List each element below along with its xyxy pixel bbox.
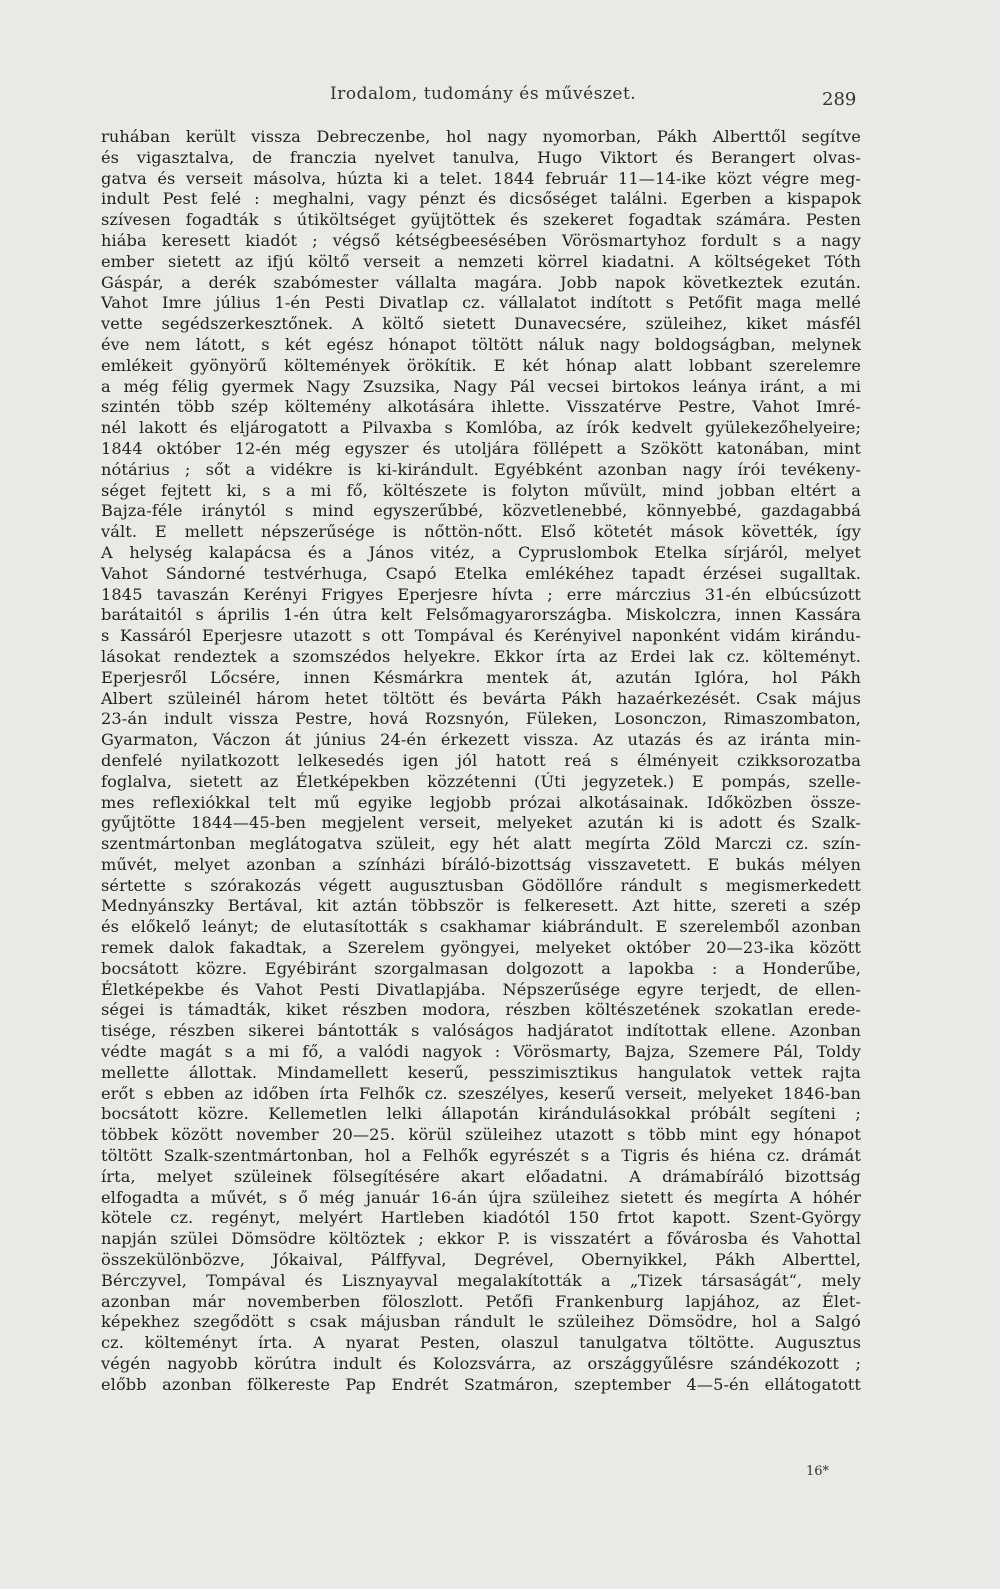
text-line: mellette állottak. Mindamellett keserű, pesszimisztikus hangulatok vettek rajta — [101, 1062, 861, 1082]
text-line: képekhez szegődött s csak májusban rándult le szüleihez Dömsödre, hol a Salgó — [101, 1312, 861, 1332]
text-line: bocsátott közre. Egyébiránt szorgalmasan dolgozott a lapokba : a Honderűbe, — [101, 958, 861, 978]
text-line: ruhában került vissza Debreczenbe, hol nagy nyomorban, Pákh Alberttől segítve — [101, 127, 861, 146]
text-line: Gyarmaton, Váczon át június 24-én érkezett vissza. Az utazás és az iránta min- — [101, 730, 861, 750]
text-line: Eperjesről Lőcsére, innen Késmárkra mentek át, azután Iglóra, hol Pákh — [101, 667, 861, 687]
text-line: szívesen fogadták s útiköltséget gyüjtöttek és szekeret fogadtak számára. Pesten — [101, 210, 861, 230]
body-text — [101, 127, 861, 1396]
text-line: napján szülei Dömsödre költöztek ; ekkor P. is visszatért a fővárosba és Vahottal — [101, 1229, 861, 1249]
text-line: A helység kalapácsa és a János vitéz, a Cypruslombok Etelka sírjáról, melyet — [101, 542, 861, 562]
text-line: szentmártonban meglátogatva szüleit, egy hét alatt megírta Zöld Marczi cz. szín- — [101, 834, 861, 854]
text-line: foglalva, sietett az Életképekben közzétenni (Úti jegyzetek.) E pompás, szelle- — [101, 771, 861, 791]
text-line: emlékeit gyönyörű költemények örökítik. E két hónap alatt lobbant szerelemre — [101, 355, 861, 375]
text-line: lásokat rendeztek a szomszédos helyekre. Ekkor írta az Erdei lak cz. költeményt. — [101, 646, 861, 666]
text-line: elfogadta a művét, s ő még január 16-án újra szüleihez sietett és megírta A hóhér — [101, 1187, 861, 1207]
text-line: művét, melyet azonban a színházi bíráló-bizottság visszavetett. E bukás mélyen — [101, 854, 861, 874]
text-line: ember sietett az ifjú költő verseit a nemzeti körrel kiadatni. A költségeket Tóth — [101, 251, 861, 271]
text-line: s Kassáról Eperjesre utazott s ott Tompával és Kerényivel naponként vidám kirándu- — [101, 626, 861, 646]
text-line: mes reflexiókkal telt mű egyike legjobb prózai alkotásainak. Időközben össze- — [101, 792, 861, 812]
text-line: cz. költeményt írta. A nyarat Pesten, olaszul tanulgatva töltötte. Augusztus — [101, 1333, 861, 1353]
text-line: 1844 október 12-én még egyszer és utoljára föllépett a Szökött katonában, mint — [101, 438, 861, 458]
text-line: ségei is támadták, kiket részben modora, részben költészetének szokatlan erede- — [101, 1000, 861, 1020]
text-line: előbb azonban fölkereste Pap Endrét Szatmáron, szeptember 4—5-én ellátogatott — [101, 1374, 861, 1394]
text-line: indult Pest felé : meghalni, vagy pénzt és dicsőséget találni. Egerben a kispapok — [101, 189, 861, 209]
text-line: írta, melyet szüleinek fölsegítésére akart előadatni. A drámabíráló bizottság — [101, 1166, 861, 1186]
text-line: kötele cz. regényt, melyért Hartleben kiadótól 150 frtot kapott. Szent-György — [101, 1208, 861, 1228]
text-line: szintén több szép költemény alkotására ihlette. Visszatérve Pestre, Vahot Imré- — [101, 397, 861, 417]
text-line: remek dalok fakadtak, a Szerelem gyöngyei, melyeket október 20—23-ika között — [101, 938, 861, 958]
text-line: bocsátott közre. Kellemetlen lelki állapotán kirándulásokkal próbált segíteni ; — [101, 1104, 861, 1124]
text-line: 1845 tavaszán Kerényi Frigyes Eperjesre hívta ; erre márczius 31-én elbúcsúzott — [101, 584, 861, 604]
text-line: séget fejtett ki, s a mi fő, költészete is folyton művült, mind jobban eltért a — [101, 480, 861, 500]
text-line: Bérczyvel, Tompával és Lisznyayval megalakították a „Tizek társaságát“, mely — [101, 1270, 861, 1290]
text-line: nél lakott és eljárogatott a Pilvaxba s Komlóba, az írók kedvelt gyülekezőhelyeire; — [101, 418, 861, 438]
printer-signature-mark: 16* — [806, 1464, 830, 1479]
text-line: azonban már novemberben föloszlott. Petőfi Frankenburg lapjához, az Élet- — [101, 1291, 861, 1311]
text-line: védte magát s a mi fő, a valódi nagyok : Vörösmarty, Bajza, Szemere Pál, Toldy — [101, 1042, 861, 1062]
text-line: tisége, részben sikerei bántották s valóságos hadjáratot indítottak ellene. Azonban — [101, 1021, 861, 1041]
text-line: Mednyánszky Bertával, kit aztán többször is felkeresett. Azt hitte, szereti a szép — [101, 896, 861, 916]
text-line: gatva és verseit másolva, húzta ki a telet. 1844 február 11—14-ike közt végre meg- — [101, 168, 861, 188]
text-line: barátaitól s április 1-én útra kelt Felsőmagyarországba. Miskolczra, innen Kassára — [101, 605, 861, 625]
text-line: Életképekbe és Vahot Pesti Divatlapjába. Népszerűsége egyre terjedt, de ellen- — [101, 979, 861, 999]
text-line: denfelé nyilatkozott lelkesedés igen jól hatott reá s élményeit czikksorozatba — [101, 750, 861, 770]
text-line: vette segédszerkesztőnek. A költő sietett Dunavecsére, szüleihez, kiket másfél — [101, 314, 861, 334]
text-line: és vigasztalva, de franczia nyelvet tanulva, Hugo Viktort és Berangert olvas- — [101, 147, 861, 167]
text-line: és előkelő leányt; de elutasították s csakhamar kiábrándult. E szerelemből azonban — [101, 917, 861, 937]
text-line: 23-án indult vissza Pestre, hová Rozsnyón, Füleken, Losonczon, Rimaszombaton, — [101, 709, 861, 729]
text-line: vált. E mellett népszerűsége is nőttön-nőtt. Első kötetét mások követték, így — [101, 522, 861, 542]
text-line: hiába keresett kiadót ; végső kétségbeesésében Vörösmartyhoz fordult s a nagy — [101, 230, 861, 250]
text-line: töltött Szalk-szentmártonban, hol a Felhők egyrészét s a Tigris és hiéna cz. drámát — [101, 1146, 861, 1166]
text-line: többek között november 20—25. körül szüleihez utazott s több mint egy hónapot — [101, 1125, 861, 1145]
text-line: Gáspár, a derék szabómester vállalta magára. Jobb napok következtek ezután. — [101, 272, 861, 292]
text-line: Bajza-féle iránytól s mind egyszerűbbé, közvetlenebbé, könnyebbé, gazdagabbá — [101, 501, 861, 521]
text-line: erőt s ebben az időben írta Felhők cz. szeszélyes, keserű verseit, melyeket 1846-ban — [101, 1083, 861, 1103]
text-line: Albert szüleinél három hetet töltött és bevárta Pákh hazaérkezését. Csak május — [101, 688, 861, 708]
text-line: éve nem látott, s két egész hónapot töltött náluk nagy boldogságban, melynek — [101, 334, 861, 354]
text-line: a még félig gyermek Nagy Zsuzsika, Nagy Pál vecsei birtokos leánya iránt, a mi — [101, 376, 861, 396]
running-head — [0, 84, 1000, 114]
text-line: sértette s szórakozás végett augusztusban Gödöllőre rándult s megismerkedett — [101, 875, 861, 895]
text-line: végén nagyobb körútra indult és Kolozsvárra, az országgyűlésre szándékozott ; — [101, 1354, 861, 1374]
text-line: gyűjtötte 1844—45-ben megjelent verseit, melyeket azután ki is adott és Szalk- — [101, 813, 861, 833]
text-line: nótárius ; sőt a vidékre is ki-kirándult. Egyébként azonban nagy írói tevékeny- — [101, 459, 861, 479]
text-line: Vahot Sándorné testvérhuga, Csapó Etelka emlékéhez tapadt érzései sugalltak. — [101, 563, 861, 583]
page-header-title: Irodalom, tudomány és művészet. — [330, 84, 637, 104]
text-line: Vahot Imre július 1-én Pesti Divatlap cz. vállalatot indított s Petőfit maga mellé — [101, 293, 861, 313]
page-number: 289 — [822, 89, 857, 110]
text-line: összekülönbözve, Jókaival, Pálffyval, Degrével, Obernyikkel, Pákh Alberttel, — [101, 1250, 861, 1270]
